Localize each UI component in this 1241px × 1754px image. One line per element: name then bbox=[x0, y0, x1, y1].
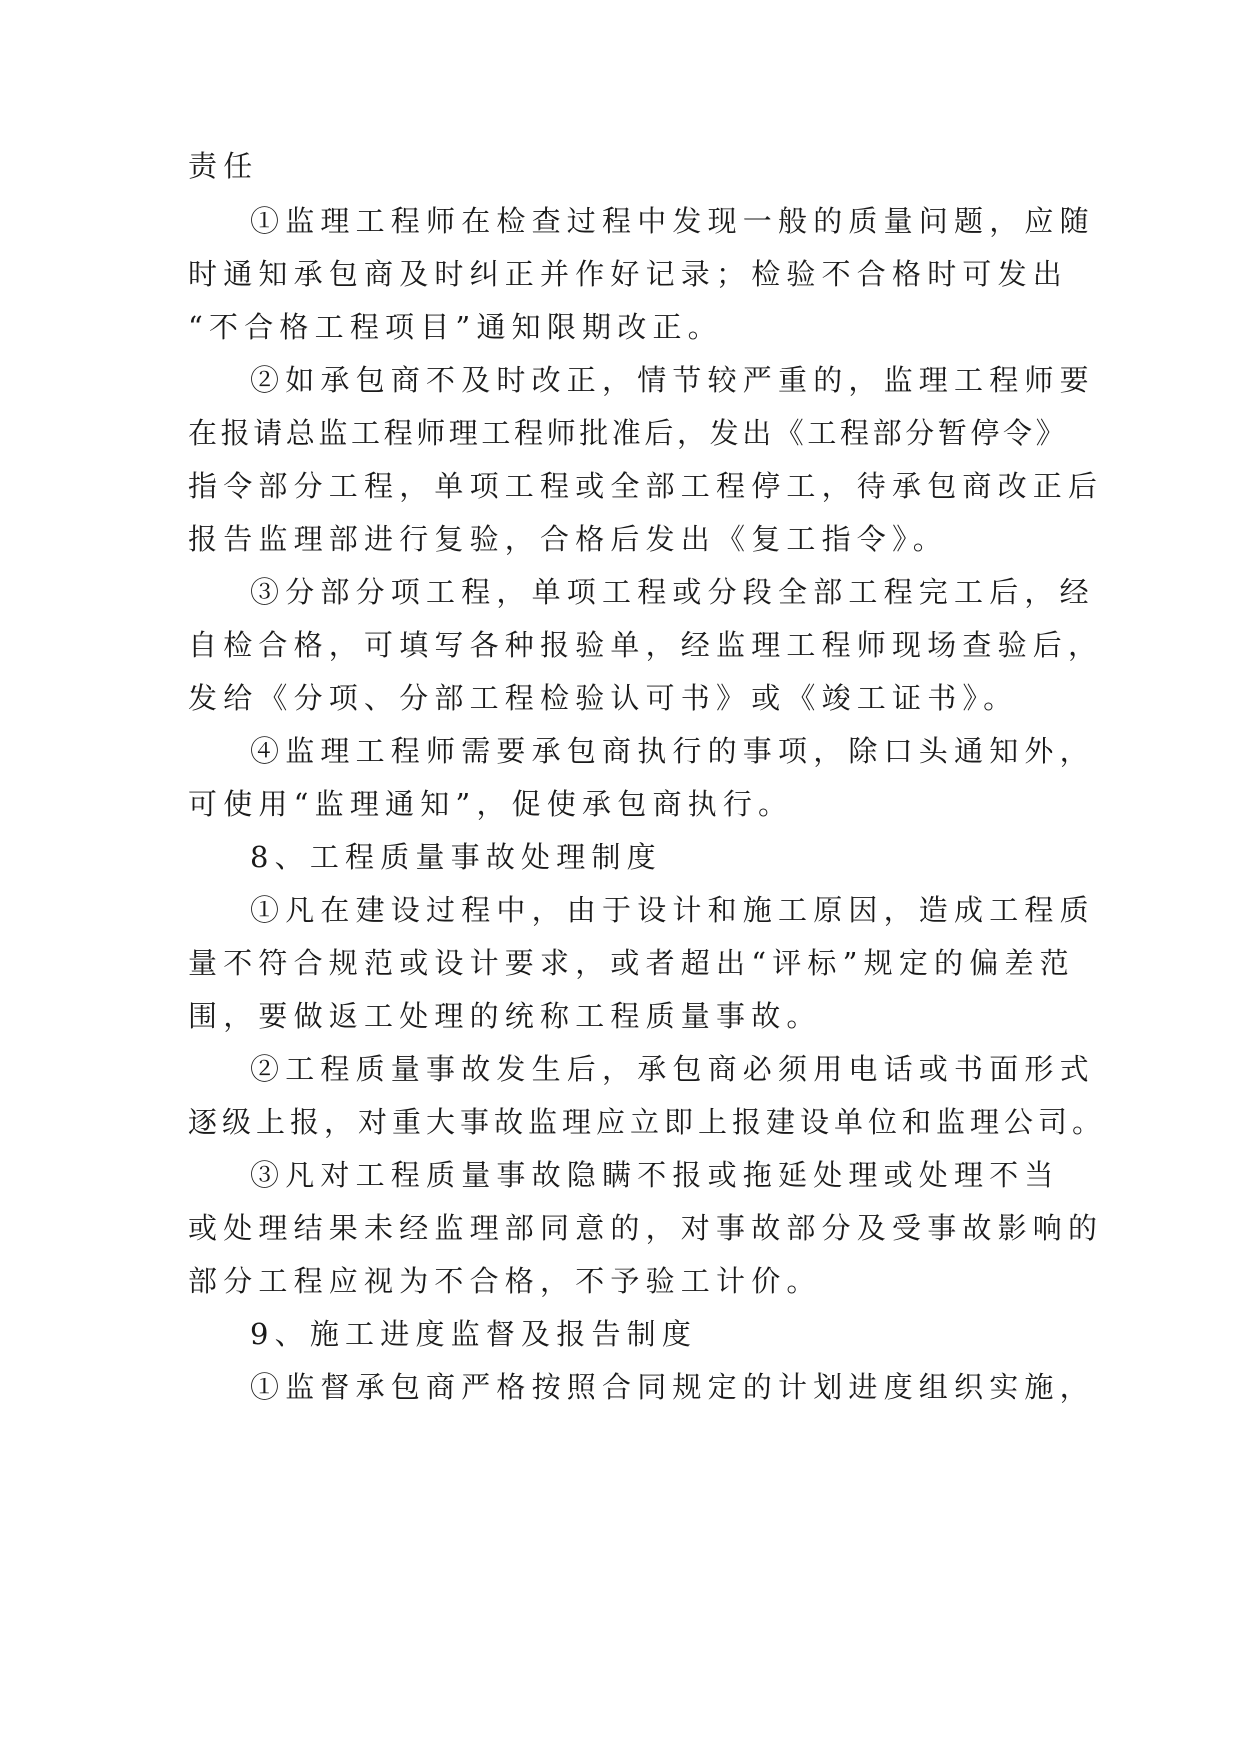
text-line: ①监理工程师在检查过程中发现一般的质量问题，应随 bbox=[250, 204, 1095, 238]
text-line: ②如承包商不及时改正，情节较严重的，监理工程师要 bbox=[250, 363, 1095, 397]
text-line: 围，要做返工处理的统称工程质量事故。 bbox=[188, 999, 822, 1033]
text-line: 发给《分项、分部工程检验认可书》或《竣工证书》。 bbox=[188, 681, 1019, 715]
text-line: 时通知承包商及时纠正并作好记录；检验不合格时可发出 bbox=[188, 257, 1069, 291]
text-line: 报告监理部进行复验，合格后发出《复工指令》。 bbox=[188, 522, 948, 556]
text-line: 量不符合规范或设计要求，或者超出“评标”规定的偏差范 bbox=[188, 946, 1075, 980]
text-line: 自检合格，可填写各种报验单，经监理工程师现场查验后， bbox=[188, 628, 1104, 662]
section-heading: 9、施工进度监督及报告制度 bbox=[250, 1317, 698, 1351]
text-line: ③凡对工程质量事故隐瞒不报或拖延处理或处理不当 bbox=[250, 1158, 1060, 1192]
text-line: 逐级上报，对重大事故监理应立即上报建设单位和监理公司。 bbox=[188, 1105, 1107, 1139]
text-line: 在报请总监工程师理工程师批准后，发出《工程部分暂停令》 bbox=[188, 416, 1069, 450]
text-line: 责任 bbox=[188, 149, 259, 183]
section-heading: 8、工程质量事故处理制度 bbox=[250, 840, 662, 874]
text-line: 指令部分工程，单项工程或全部工程停工，待承包商改正后 bbox=[188, 469, 1104, 503]
text-line: ②工程质量事故发生后，承包商必须用电话或书面形式 bbox=[250, 1052, 1095, 1086]
text-line: ①凡在建设过程中，由于设计和施工原因，造成工程质 bbox=[250, 893, 1095, 927]
text-line: ①监督承包商严格按照合同规定的计划进度组织实施， bbox=[250, 1370, 1095, 1404]
text-line: 部分工程应视为不合格，不予验工计价。 bbox=[188, 1264, 822, 1298]
text-line: ③分部分项工程，单项工程或分段全部工程完工后，经 bbox=[250, 575, 1095, 609]
text-line: “不合格工程项目”通知限期改正。 bbox=[188, 310, 723, 344]
text-line: ④监理工程师需要承包商执行的事项，除口头通知外， bbox=[250, 734, 1095, 768]
text-line: 或处理结果未经监理部同意的，对事故部分及受事故影响的 bbox=[188, 1211, 1104, 1245]
text-line: 可使用“监理通知”，促使承包商执行。 bbox=[188, 787, 794, 821]
